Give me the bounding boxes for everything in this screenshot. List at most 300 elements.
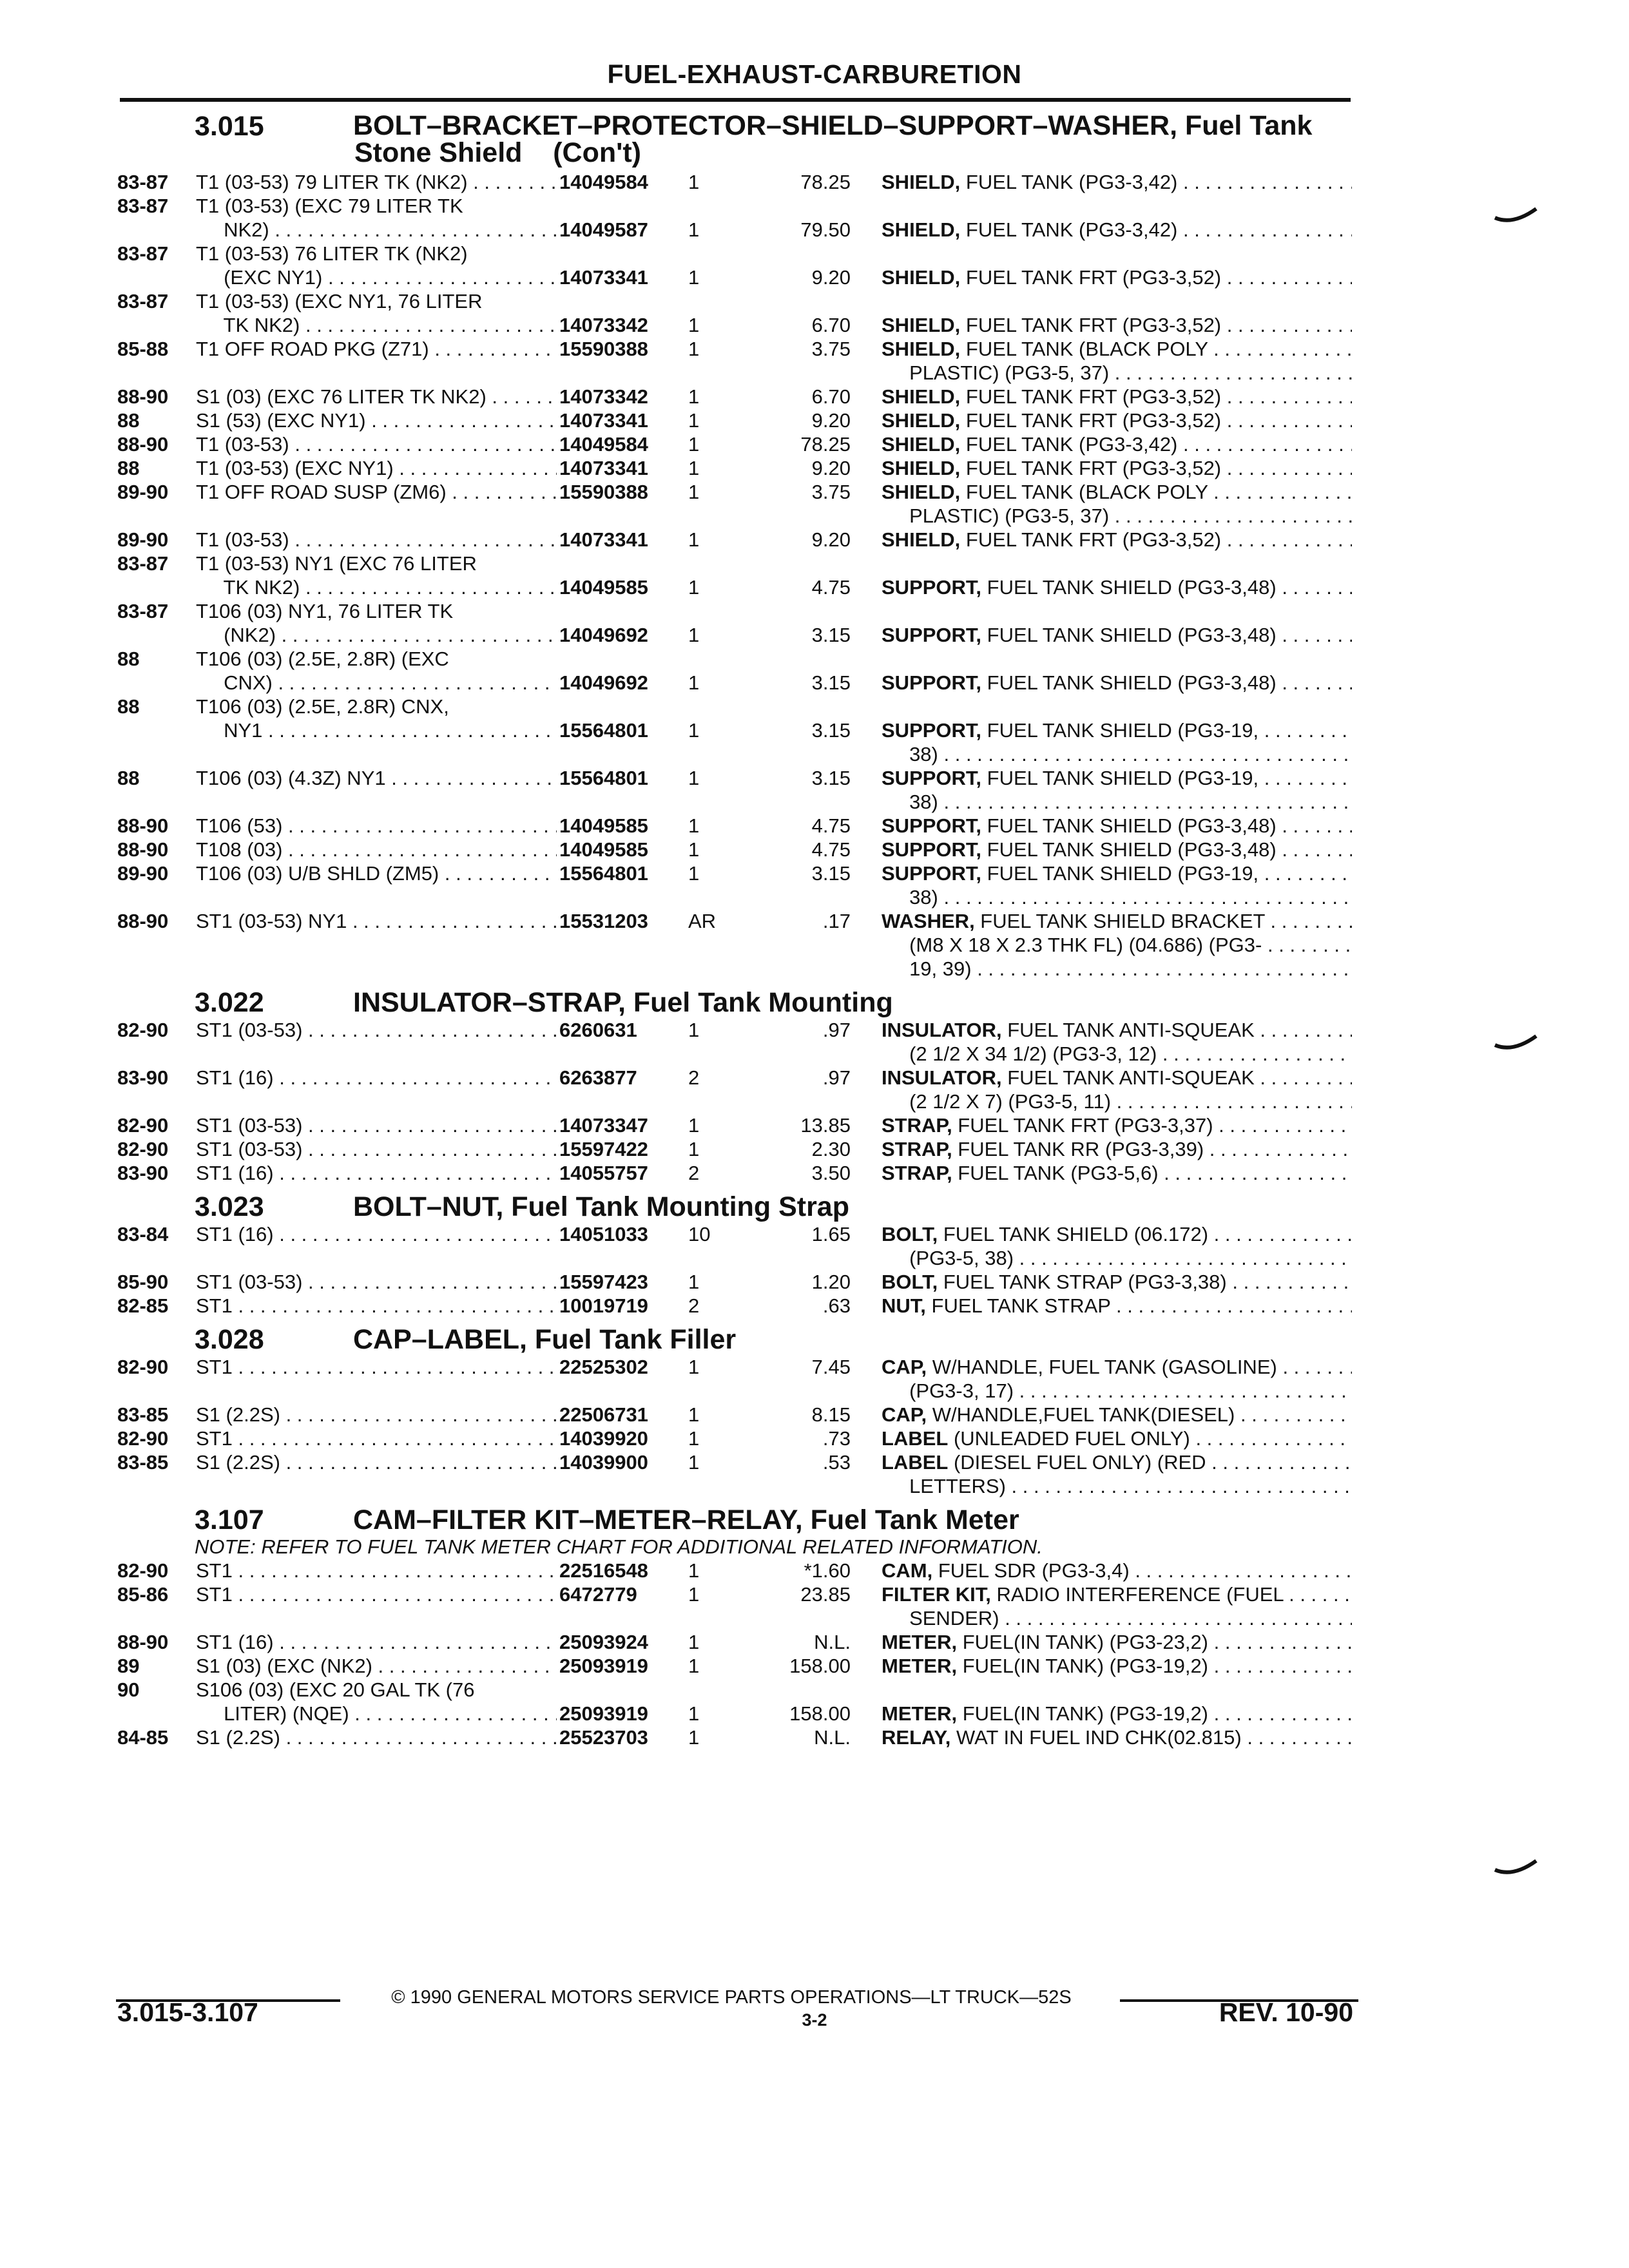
section-title bbox=[353, 112, 1358, 166]
parts-row bbox=[0, 170, 1629, 194]
model-years: 82-90 bbox=[117, 1114, 169, 1137]
part-name-detail: FUEL TANK FRT (PG3-3,52) bbox=[960, 528, 1222, 551]
part-name-keyword: SHIELD, bbox=[882, 218, 961, 241]
quantity: 1 bbox=[688, 838, 700, 861]
model-years: 88 bbox=[117, 457, 140, 479]
part-name-keyword: SUPPORT, bbox=[882, 576, 982, 599]
part-name bbox=[882, 1702, 1352, 1725]
part-name bbox=[882, 933, 1352, 957]
section-title-text: BOLT–NUT, Fuel Tank Mounting Strap bbox=[353, 1191, 849, 1222]
part-name bbox=[882, 504, 1352, 528]
part-name bbox=[882, 1270, 1352, 1294]
footer-page-number: 3-2 bbox=[802, 2010, 827, 2030]
parts-row bbox=[0, 599, 1629, 623]
price: 4.75 bbox=[811, 814, 851, 837]
application-description: T1 (03-53) (EXC NY1, 76 LITER bbox=[196, 290, 483, 312]
application-description: ST1 . . . bbox=[196, 1559, 557, 1582]
part-number: 6263877 bbox=[559, 1066, 637, 1089]
part-name bbox=[882, 170, 1352, 194]
model-years: 83-90 bbox=[117, 1066, 169, 1089]
part-name-keyword: SHIELD, bbox=[882, 314, 961, 336]
model-years: 83-87 bbox=[117, 171, 169, 193]
part-name bbox=[882, 957, 1352, 981]
price: .17 bbox=[822, 910, 851, 932]
part-name bbox=[882, 1654, 1352, 1678]
part-number: 6472779 bbox=[559, 1583, 637, 1606]
quantity: 1 bbox=[688, 314, 700, 336]
price: 3.15 bbox=[811, 671, 851, 694]
model-years: 82-90 bbox=[117, 1356, 169, 1378]
parts-row bbox=[0, 1725, 1629, 1749]
part-name-keyword: STRAP, bbox=[882, 1162, 952, 1184]
part-name bbox=[882, 218, 1352, 242]
application-description: T106 (03) (2.5E, 2.8R) (EXC bbox=[196, 648, 449, 670]
application-description: T108 (03) . . . bbox=[196, 838, 557, 861]
price: 78.25 bbox=[800, 433, 851, 456]
application-description: T106 (03) (4.3Z) NY1 . . . bbox=[196, 766, 557, 790]
part-name-keyword: SHIELD, bbox=[882, 481, 961, 503]
header-rule bbox=[120, 98, 1351, 102]
part-name bbox=[882, 1090, 1352, 1113]
part-name-keyword: STRAP, bbox=[882, 1138, 952, 1160]
part-number: 22516548 bbox=[559, 1559, 648, 1582]
application-description: ST1 . . . bbox=[196, 1427, 557, 1450]
part-name bbox=[882, 1066, 1352, 1090]
parts-row bbox=[0, 432, 1629, 456]
quantity: 1 bbox=[688, 1138, 700, 1160]
application-description: T106 (53) . . . bbox=[196, 814, 557, 838]
part-name-keyword: SHIELD, bbox=[882, 171, 961, 193]
catalog-section bbox=[0, 1325, 1629, 1502]
quantity: 1 bbox=[688, 1403, 700, 1426]
parts-row bbox=[0, 194, 1629, 218]
part-name bbox=[882, 623, 1352, 647]
part-name-keyword: SUPPORT, bbox=[882, 624, 982, 646]
part-number: 15531203 bbox=[559, 910, 648, 932]
part-name-detail: SENDER) bbox=[882, 1607, 999, 1629]
parts-row bbox=[0, 1654, 1629, 1678]
model-years: 88 bbox=[117, 409, 140, 432]
parts-row bbox=[0, 1702, 1629, 1725]
parts-row bbox=[0, 313, 1629, 337]
model-years: 89-90 bbox=[117, 481, 169, 503]
quantity: 1 bbox=[688, 385, 700, 408]
price: 4.75 bbox=[811, 838, 851, 861]
part-name bbox=[882, 1113, 1352, 1137]
model-years: 84-85 bbox=[117, 1726, 169, 1749]
part-name-detail: FUEL TANK (PG3-3,42) bbox=[960, 218, 1178, 241]
model-years: 83-84 bbox=[117, 1223, 169, 1245]
quantity: 1 bbox=[688, 862, 700, 885]
price: 78.25 bbox=[800, 171, 851, 193]
part-name-detail: WAT IN FUEL IND CHK(02.815) bbox=[950, 1726, 1242, 1749]
quantity: 1 bbox=[688, 1451, 700, 1474]
parts-row bbox=[0, 647, 1629, 671]
part-name-detail: FUEL TANK (PG3-3,42) bbox=[960, 171, 1178, 193]
part-name-detail: RADIO INTERFERENCE (FUEL bbox=[990, 1583, 1284, 1606]
application-description: S1 (2.2S) . . . bbox=[196, 1450, 557, 1474]
catalog-section bbox=[0, 112, 1629, 985]
application-description: ST1 . . . bbox=[196, 1582, 557, 1606]
margin-tick-mark bbox=[1494, 1033, 1539, 1054]
model-years: 82-90 bbox=[117, 1019, 169, 1041]
part-name-keyword: SUPPORT, bbox=[882, 671, 982, 694]
section-title-text: INSULATOR–STRAP, Fuel Tank Mounting bbox=[353, 987, 893, 1018]
part-name-detail: 19, 39) bbox=[882, 957, 972, 980]
part-number: 14049692 bbox=[559, 624, 648, 646]
part-name-keyword: SUPPORT, bbox=[882, 814, 982, 837]
application-description: T1 (03-53) 76 LITER TK (NK2) bbox=[196, 242, 468, 265]
part-name-detail: FUEL TANK SHIELD (PG3-3,48) bbox=[981, 624, 1277, 646]
model-years: 88 bbox=[117, 767, 140, 789]
parts-row bbox=[0, 861, 1629, 885]
parts-row bbox=[0, 1066, 1629, 1090]
quantity: 1 bbox=[688, 433, 700, 456]
part-name bbox=[882, 790, 1352, 814]
part-name-keyword: SHIELD, bbox=[882, 338, 961, 360]
part-number: 25093919 bbox=[559, 1655, 648, 1677]
part-name-detail: FUEL TANK SHIELD (PG3-3,48) bbox=[981, 671, 1277, 694]
parts-row bbox=[0, 1630, 1629, 1654]
part-number: 14073341 bbox=[559, 409, 648, 432]
quantity: 1 bbox=[688, 1559, 700, 1582]
parts-row bbox=[0, 885, 1629, 909]
parts-row bbox=[0, 1403, 1629, 1427]
price: 1.20 bbox=[811, 1271, 851, 1293]
quantity: 1 bbox=[688, 1356, 700, 1378]
application-description: TK NK2) . . . bbox=[196, 313, 557, 337]
part-name-detail: 38) bbox=[882, 791, 938, 813]
application-description: TK NK2) . . . bbox=[196, 575, 557, 599]
model-years: 88-90 bbox=[117, 814, 169, 837]
application-description: ST1 (16) . . . bbox=[196, 1222, 557, 1246]
application-description: T1 (03-53) (EXC 79 LITER TK bbox=[196, 195, 463, 217]
application-description: (NK2) . . . bbox=[196, 623, 557, 647]
application-description: T1 (03-53) . . . bbox=[196, 528, 557, 552]
part-name-detail: FUEL TANK SHIELD (06.172) bbox=[938, 1223, 1209, 1245]
part-name-detail: W/HANDLE, FUEL TANK (GASOLINE) bbox=[927, 1356, 1277, 1378]
section-heading bbox=[0, 1506, 1629, 1535]
part-name bbox=[882, 1450, 1352, 1474]
model-years: 85-86 bbox=[117, 1583, 169, 1606]
part-name-keyword: METER, bbox=[882, 1655, 958, 1677]
part-number: 10019719 bbox=[559, 1294, 648, 1317]
part-number: 14051033 bbox=[559, 1223, 648, 1245]
parts-row bbox=[0, 1355, 1629, 1379]
part-name bbox=[882, 1042, 1352, 1066]
quantity: 1 bbox=[688, 481, 700, 503]
price: 158.00 bbox=[789, 1655, 851, 1677]
part-name bbox=[882, 885, 1352, 909]
price: 3.50 bbox=[811, 1162, 851, 1184]
quantity: 2 bbox=[688, 1066, 700, 1089]
price: 23.85 bbox=[800, 1583, 851, 1606]
application-description: ST1 (03-53) NY1 . . . bbox=[196, 909, 557, 933]
application-description: T106 (03) (2.5E, 2.8R) CNX, bbox=[196, 695, 449, 718]
part-name-keyword: SUPPORT, bbox=[882, 862, 982, 885]
part-name-detail: FUEL TANK FRT (PG3-3,52) bbox=[960, 266, 1222, 289]
part-number: 14049585 bbox=[559, 838, 648, 861]
part-name bbox=[882, 1137, 1352, 1161]
parts-row bbox=[0, 337, 1629, 361]
model-years: 83-85 bbox=[117, 1451, 169, 1474]
model-years: 88-90 bbox=[117, 433, 169, 456]
part-number: 14049584 bbox=[559, 171, 648, 193]
price: 3.15 bbox=[811, 767, 851, 789]
part-number: 22506731 bbox=[559, 1403, 648, 1426]
part-number: 14073341 bbox=[559, 528, 648, 551]
part-name bbox=[882, 1559, 1352, 1582]
part-name-detail: FUEL(IN TANK) (PG3-19,2) bbox=[957, 1702, 1209, 1725]
part-name-keyword: METER, bbox=[882, 1631, 958, 1653]
part-name bbox=[882, 408, 1352, 432]
section-title-text: BOLT–BRACKET–PROTECTOR–SHIELD–SUPPORT–WASHER, Fuel Tank bbox=[353, 110, 1313, 141]
parts-row bbox=[0, 1270, 1629, 1294]
parts-row bbox=[0, 218, 1629, 242]
catalog-section bbox=[0, 988, 1629, 1189]
model-years: 85-88 bbox=[117, 338, 169, 360]
parts-row bbox=[0, 361, 1629, 385]
part-name bbox=[882, 742, 1352, 766]
model-years: 88 bbox=[117, 695, 140, 718]
part-name-keyword: WASHER, bbox=[882, 910, 975, 932]
part-name-detail: FUEL TANK SHIELD (PG3-3,48) bbox=[981, 838, 1277, 861]
parts-row bbox=[0, 957, 1629, 981]
parts-row bbox=[0, 242, 1629, 265]
part-name-detail: FUEL TANK FRT (PG3-3,52) bbox=[960, 385, 1222, 408]
price: .97 bbox=[822, 1019, 851, 1041]
footer-revision: REV. 10-90 bbox=[1219, 1997, 1353, 2027]
margin-tick-mark bbox=[1494, 1858, 1539, 1879]
price: 9.20 bbox=[811, 266, 851, 289]
section-number: 3.015 bbox=[195, 111, 264, 142]
part-name bbox=[882, 432, 1352, 456]
parts-row bbox=[0, 790, 1629, 814]
quantity: 1 bbox=[688, 767, 700, 789]
quantity: 1 bbox=[688, 409, 700, 432]
parts-row bbox=[0, 671, 1629, 695]
section-heading bbox=[0, 1193, 1629, 1222]
quantity: 1 bbox=[688, 528, 700, 551]
part-name bbox=[882, 1294, 1352, 1318]
margin-tick-mark bbox=[1494, 206, 1539, 227]
part-name bbox=[882, 1582, 1352, 1606]
quantity: 2 bbox=[688, 1294, 700, 1317]
parts-row bbox=[0, 1018, 1629, 1042]
part-number: 15564801 bbox=[559, 862, 648, 885]
price: .63 bbox=[822, 1294, 851, 1317]
application-description: S1 (53) (EXC NY1) . . . bbox=[196, 408, 557, 432]
part-number: 14073342 bbox=[559, 314, 648, 336]
quantity: 1 bbox=[688, 814, 700, 837]
parts-row bbox=[0, 265, 1629, 289]
price: 13.85 bbox=[800, 1114, 851, 1137]
quantity: 1 bbox=[688, 1702, 700, 1725]
part-name bbox=[882, 814, 1352, 838]
part-name bbox=[882, 1246, 1352, 1270]
part-name bbox=[882, 909, 1352, 933]
part-name bbox=[882, 528, 1352, 552]
application-description: NY1 . . . bbox=[196, 718, 557, 742]
part-name bbox=[882, 575, 1352, 599]
price: 79.50 bbox=[800, 218, 851, 241]
part-name-keyword: SHIELD, bbox=[882, 385, 961, 408]
part-number: 15597422 bbox=[559, 1138, 648, 1160]
parts-row bbox=[0, 456, 1629, 480]
price: 3.15 bbox=[811, 624, 851, 646]
part-name-keyword: BOLT, bbox=[882, 1223, 938, 1245]
application-description: ST1 (03-53) . . . bbox=[196, 1018, 557, 1042]
price: *1.60 bbox=[804, 1559, 851, 1582]
quantity: 1 bbox=[688, 624, 700, 646]
price: 3.15 bbox=[811, 719, 851, 742]
parts-row bbox=[0, 909, 1629, 933]
price: N.L. bbox=[814, 1631, 851, 1653]
application-description: LITER) (NQE) . . . bbox=[196, 1702, 557, 1725]
parts-row bbox=[0, 552, 1629, 575]
part-name-detail: FUEL(IN TANK) (PG3-23,2) bbox=[957, 1631, 1209, 1653]
model-years: 82-90 bbox=[117, 1559, 169, 1582]
section-title-continued: Stone Shield (Con't) bbox=[354, 137, 641, 168]
part-name-detail: FUEL TANK SHIELD BRACKET bbox=[974, 910, 1265, 932]
model-years: 83-87 bbox=[117, 242, 169, 265]
part-name bbox=[882, 1018, 1352, 1042]
section-title-text: CAM–FILTER KIT–METER–RELAY, Fuel Tank Meter bbox=[353, 1504, 1019, 1535]
section-note: NOTE: REFER TO FUEL TANK METER CHART FOR ADDITIONAL RELATED INFORMATION. bbox=[195, 1535, 1043, 1558]
parts-row bbox=[0, 528, 1629, 552]
price: 7.45 bbox=[811, 1356, 851, 1378]
part-name-keyword: METER, bbox=[882, 1702, 958, 1725]
application-description: T1 (03-53) (EXC NY1) . . . bbox=[196, 456, 557, 480]
parts-row bbox=[0, 838, 1629, 861]
part-name bbox=[882, 456, 1352, 480]
parts-row bbox=[0, 1474, 1629, 1498]
part-name bbox=[882, 838, 1352, 861]
part-name-detail: (DIESEL FUEL ONLY) (RED bbox=[948, 1451, 1206, 1474]
part-number: 25093919 bbox=[559, 1702, 648, 1725]
part-name bbox=[882, 265, 1352, 289]
price: 158.00 bbox=[789, 1702, 851, 1725]
application-description: T1 (03-53) 79 LITER TK (NK2) . . . . bbox=[196, 170, 557, 194]
application-description: T106 (03) U/B SHLD (ZM5) . . . bbox=[196, 861, 557, 885]
model-years: 83-90 bbox=[117, 1162, 169, 1184]
price: 6.70 bbox=[811, 385, 851, 408]
part-name-detail: FUEL TANK ANTI-SQUEAK bbox=[1001, 1066, 1255, 1089]
quantity: 1 bbox=[688, 338, 700, 360]
parts-row bbox=[0, 1090, 1629, 1113]
model-years: 88-90 bbox=[117, 910, 169, 932]
part-name-keyword: SHIELD, bbox=[882, 433, 961, 456]
quantity: 1 bbox=[688, 1655, 700, 1677]
part-name-keyword: STRAP, bbox=[882, 1114, 952, 1137]
part-name bbox=[882, 313, 1352, 337]
part-number: 15597423 bbox=[559, 1271, 648, 1293]
parts-row bbox=[0, 480, 1629, 504]
parts-row bbox=[0, 814, 1629, 838]
part-name-detail: FUEL TANK FRT (PG3-3,52) bbox=[960, 409, 1222, 432]
part-name-keyword: CAP, bbox=[882, 1356, 927, 1378]
part-name-detail: (2 1/2 X 34 1/2) (PG3-3, 12) bbox=[882, 1043, 1157, 1065]
part-name bbox=[882, 1355, 1352, 1379]
footer-copyright: © 1990 GENERAL MOTORS SERVICE PARTS OPERATIONS—LT TRUCK—52S bbox=[391, 1987, 1072, 2008]
part-name-keyword: SHIELD, bbox=[882, 266, 961, 289]
part-name-detail: PLASTIC) (PG3-5, 37) bbox=[882, 505, 1110, 527]
part-name bbox=[882, 1630, 1352, 1654]
part-name bbox=[882, 1427, 1352, 1450]
application-description: T1 (03-53) . . . bbox=[196, 432, 557, 456]
model-years: 85-90 bbox=[117, 1271, 169, 1293]
model-years: 89-90 bbox=[117, 528, 169, 551]
part-name-detail: (2 1/2 X 7) (PG3-5, 11) bbox=[882, 1090, 1112, 1113]
footer-section-range: 3.015-3.107 bbox=[117, 1997, 258, 2027]
price: 2.30 bbox=[811, 1138, 851, 1160]
part-name bbox=[882, 1379, 1352, 1403]
section-number: 3.022 bbox=[195, 987, 264, 1018]
part-name-keyword: BOLT, bbox=[882, 1271, 938, 1293]
section-title bbox=[353, 988, 1358, 1017]
parts-row bbox=[0, 933, 1629, 957]
price: 6.70 bbox=[811, 314, 851, 336]
part-name-detail: 38) bbox=[882, 743, 938, 765]
part-name bbox=[882, 718, 1352, 742]
quantity: 1 bbox=[688, 671, 700, 694]
page-title: FUEL-EXHAUST-CARBURETION bbox=[607, 59, 1022, 89]
part-name-detail: FUEL TANK STRAP (PG3-3,38) bbox=[938, 1271, 1227, 1293]
application-description: S1 (03) (EXC 76 LITER TK NK2) . . . bbox=[196, 385, 557, 408]
part-name-detail: FUEL SDR (PG3-3,4) bbox=[932, 1559, 1130, 1582]
part-name-detail: PLASTIC) (PG3-5, 37) bbox=[882, 361, 1110, 384]
quantity: AR bbox=[688, 910, 717, 932]
part-number: 15590388 bbox=[559, 338, 648, 360]
model-years: 82-85 bbox=[117, 1294, 169, 1317]
parts-row bbox=[0, 1678, 1629, 1702]
part-name bbox=[882, 1222, 1352, 1246]
parts-catalog-body bbox=[0, 108, 1629, 1753]
section-heading bbox=[0, 112, 1629, 170]
part-name-detail: FUEL TANK FRT (PG3-3,37) bbox=[952, 1114, 1213, 1137]
parts-row bbox=[0, 1294, 1629, 1318]
parts-row bbox=[0, 1379, 1629, 1403]
price: .97 bbox=[822, 1066, 851, 1089]
model-years: 89-90 bbox=[117, 862, 169, 885]
part-name-keyword: SUPPORT, bbox=[882, 838, 982, 861]
part-number: 14049585 bbox=[559, 814, 648, 837]
part-name-detail: (M8 X 18 X 2.3 THK FL) (04.686) (PG3- bbox=[882, 934, 1262, 956]
part-number: 14049585 bbox=[559, 576, 648, 599]
section-number: 3.107 bbox=[195, 1504, 264, 1535]
quantity: 1 bbox=[688, 1726, 700, 1749]
price: 9.20 bbox=[811, 457, 851, 479]
section-number: 3.028 bbox=[195, 1324, 264, 1355]
part-number: 14039920 bbox=[559, 1427, 648, 1450]
parts-row bbox=[0, 1042, 1629, 1066]
parts-row bbox=[0, 1222, 1629, 1246]
part-name-detail: FUEL TANK (PG3-3,42) bbox=[960, 433, 1178, 456]
quantity: 1 bbox=[688, 576, 700, 599]
part-name-detail: FUEL TANK SHIELD (PG3-3,48) bbox=[981, 576, 1277, 599]
part-name-detail: FUEL TANK FRT (PG3-3,52) bbox=[960, 457, 1222, 479]
part-name-detail: FUEL TANK SHIELD (PG3-19, bbox=[981, 862, 1259, 885]
application-description: ST1 (03-53) . . . bbox=[196, 1113, 557, 1137]
section-title bbox=[353, 1506, 1358, 1534]
part-name-detail: FUEL TANK (BLACK POLY bbox=[960, 338, 1208, 360]
part-name bbox=[882, 1403, 1352, 1427]
catalog-section bbox=[0, 1506, 1629, 1753]
part-name-keyword: LABEL bbox=[882, 1427, 949, 1450]
part-name bbox=[882, 385, 1352, 408]
parts-row bbox=[0, 1246, 1629, 1270]
part-name-detail: FUEL TANK (PG3-5,6) bbox=[952, 1162, 1159, 1184]
